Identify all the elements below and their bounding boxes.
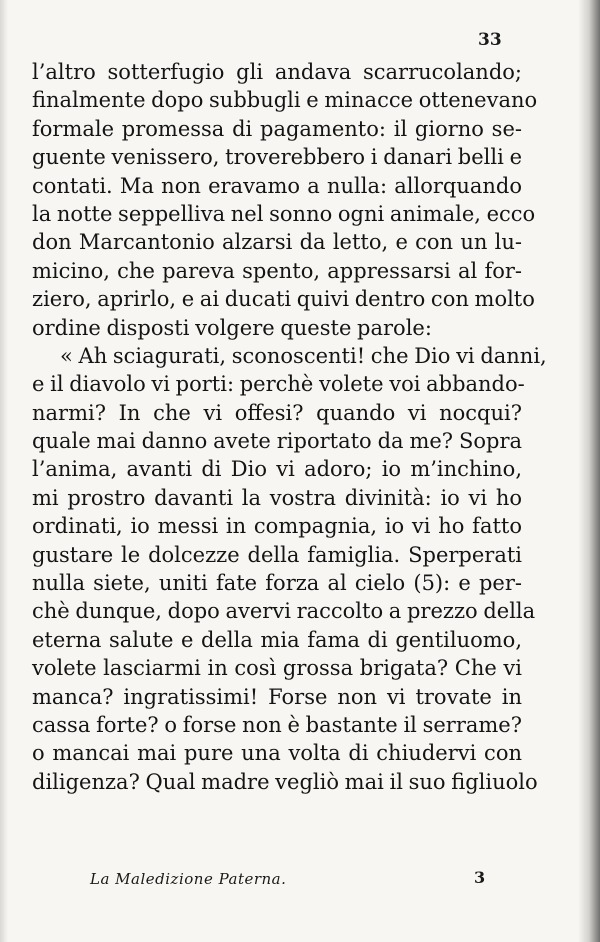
text-line: gustare le dolcezze della famiglia. Sperperati (32, 542, 522, 567)
text-line: eterna salute e della mia fama di gentiluomo, (32, 627, 522, 652)
running-footer-title: La Maledizione Paterna. (90, 870, 287, 888)
text-line: diligenza? Qual madre vegliò mai il suo figliuolo (32, 769, 538, 794)
text-line: la notte seppelliva nel sonno ogni animale, ecco (32, 201, 536, 226)
text-line: « Ah sciagurati, sconoscenti! che Dio vi danni, (60, 343, 547, 368)
page-number: 33 (478, 30, 502, 50)
page-left-edge (0, 0, 8, 942)
text-line: micino, che pareva spento, appressarsi al for- (32, 258, 522, 283)
text-line: ziero, aprirlo, e ai ducati quivi dentro con molto (32, 287, 535, 312)
text-line: don Marcantonio alzarsi da letto, e con un lu- (32, 230, 522, 255)
text-line: ordinati, io messi in compagnia, io vi ho fatto (32, 514, 522, 539)
body-text (32, 58, 547, 796)
text-line: quale mai danno avete riportato da me? Sopra (32, 429, 522, 454)
text-line: contati. Ma non eravamo a nulla: allorquando (32, 173, 522, 198)
text-line: l’altro sotterfugio gli andava scarrucolando; (32, 60, 522, 84)
text-line: finalmente dopo subbugli e minacce ottenevano (32, 88, 538, 113)
text-line: nulla siete, uniti fate forza al cielo (5): e per- (32, 571, 522, 596)
text-line: cassa forte? o forse non è bastante il serrame? (32, 712, 522, 737)
text-line: narmi? In che vi offesi? quando vi nocqui? (32, 400, 522, 425)
text-line: chè dunque, dopo avervi raccolto a prezzo della (32, 599, 536, 624)
signature-mark: 3 (474, 868, 486, 887)
text-line: volete lasciarmi in così grossa brigata? Che vi (32, 656, 522, 681)
text-line: formale promessa di pagamento: il giorno se- (32, 116, 522, 141)
text-line: guente venissero, troverebbero i danari belli e (32, 145, 522, 170)
text-line: mi prostro davanti la vostra divinità: io vi ho (32, 485, 522, 510)
text-line: manca? ingratissimi! Forse non vi trovate in (32, 684, 522, 709)
text-line: o mancai mai pure una volta di chiudervi con (32, 741, 522, 766)
text-line: e il diavolo vi porti: perchè volete voi abbando- (32, 372, 525, 397)
book-spine-shadow (578, 0, 600, 942)
text-line: ordine disposti volgere queste parole: (32, 315, 432, 340)
text-line: l’anima, avanti di Dio vi adoro; io m’inchino, (32, 457, 522, 482)
